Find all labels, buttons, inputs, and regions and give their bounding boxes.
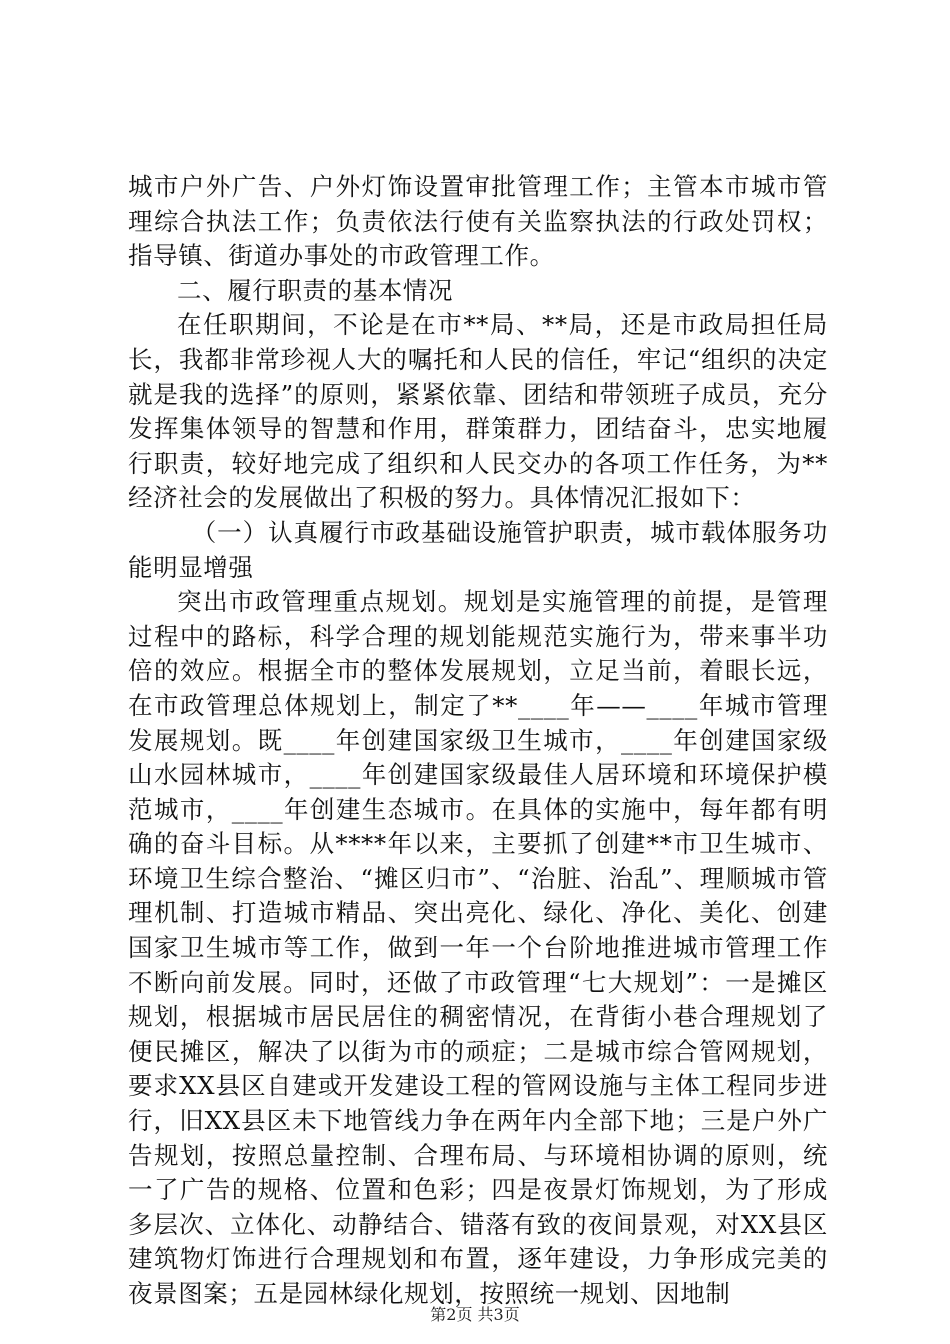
document-body bbox=[128, 170, 828, 1312]
paragraph-duties: 在任职期间，不论是在市**局、**局，还是市政局担任局长，我都非常珍视人大的嘱托和人民的信任，牢记“组织的决定就是我的选择”的原则，紧紧依靠、团结和带领班子成员，充分发挥集体领导的智慧和作用，群策群力，团结奋斗，忠实地履行职责，较好地完成了组织和人民交办的各项工作任务，为**经济社会的发展做出了积极的努力。具体情况汇报如下： bbox=[128, 310, 828, 513]
paragraph-planning: 突出市政管理重点规划。规划是实施管理的前提，是管理过程中的路标，科学合理的规划能规范实施行为，带来事半功倍的效应。根据全市的整体发展规划，立足当前，着眼长远，在市政管理总体规划上，制定了**____年——____年城市管理发展规划。既____年创建国家级卫生城市，____年创建国家级山水园林城市，____年创建国家级最佳人居环境和环境保护模范城市，____年创建生态城市。在具体的实施中，每年都有明确的奋斗目标。从****年以来，主要抓了创建**市卫生城市、环境卫生综合整治、“摊区归市”、“治脏、治乱”、理顺城市管理机制、打造城市精品、突出亮化、绿化、净化、美化、创建国家卫生城市等工作，做到一年一个台阶地推进城市管理工作不断向前发展。同时，还做了市政管理“七大规划”：一是摊区规划，根据城市居民居住的稠密情况，在背街小巷合理规划了便民摊区，解决了以街为市的顽症；二是城市综合管网规划，要求XX县区自建或开发建设工程的管网设施与主体工程同步进行，旧XX县区未下地管线力争在两年内全部下地；三是户外广告规划，按照总量控制、合理布局、与环境相协调的原则，统一了广告的规格、位置和色彩；四是夜景灯饰规划，为了形成多层次、立体化、动静结合、错落有致的夜间景观，对XX县区建筑物灯饰进行合理规划和布置，逐年建设，力争形成完美的夜景图案；五是园林绿化规划，按照统一规划、因地制 bbox=[128, 587, 828, 1308]
subsection-heading: （一）认真履行市政基础设施管护职责，城市载体服务功能明显增强 bbox=[128, 517, 828, 582]
section-heading: 二、履行职责的基本情况 bbox=[177, 275, 454, 305]
paragraph-continuation: 城市户外广告、户外灯饰设置审批管理工作；主管本市城市管理综合执法工作；负责依法行使有关监察执法的行政处罚权；指导镇、街道办事处的市政管理工作。 bbox=[128, 172, 828, 271]
page-footer: 第2页 共3页 bbox=[430, 1305, 520, 1324]
